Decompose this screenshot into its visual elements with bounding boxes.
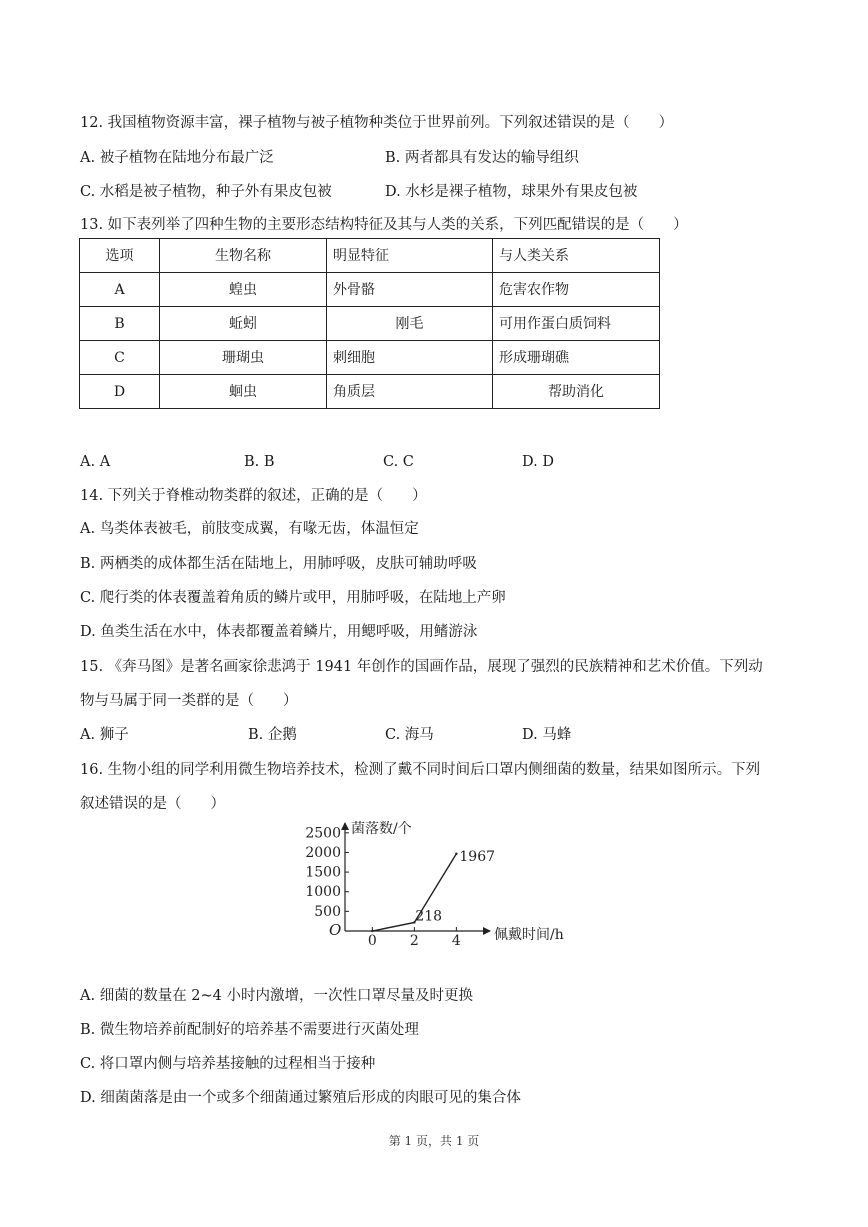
- table-cell: 危害农作物: [493, 273, 660, 307]
- data-point: [371, 930, 373, 932]
- x-tick-label: 4: [451, 933, 461, 949]
- table-cell: 形成珊瑚礁: [493, 341, 660, 375]
- q13-option-c: C. C: [383, 454, 414, 470]
- bacteria-chart: [290, 815, 590, 950]
- y-tick-label: 1000: [305, 884, 341, 901]
- q16-option-b: B. 微生物培养前配制好的培养基不需要进行灭菌处理: [80, 1022, 419, 1038]
- q14-option-b: B. 两栖类的成体都生活在陆地上，用肺呼吸，皮肤可辅助呼吸: [80, 556, 477, 572]
- q16-option-d: D. 细菌菌落是由一个或多个细菌通过繁殖后形成的肉眼可见的集合体: [80, 1090, 521, 1106]
- table-cell: B: [80, 307, 160, 341]
- table-header-cell: 选项: [80, 239, 160, 273]
- q13-table: [79, 238, 660, 409]
- table-row: [80, 341, 660, 375]
- table-row: [80, 273, 660, 307]
- series-line: [372, 854, 456, 931]
- q16-option-c: C. 将口罩内侧与培养基接触的过程相当于接种: [80, 1056, 376, 1072]
- q12-option-a: A. 被子植物在陆地分布最广泛: [80, 150, 274, 166]
- q16-stem-line1: 16. 生物小组的同学利用微生物培养技术，检测了戴不同时间后口罩内侧细菌的数量，结果如图所示。下列: [80, 762, 761, 778]
- table-cell: 珊瑚虫: [160, 341, 327, 375]
- table-cell: 外骨骼: [327, 273, 493, 307]
- table-header-cell: 与人类关系: [493, 239, 660, 273]
- q15-stem-line2: 物与马属于同一类群的是（ ）: [80, 693, 298, 709]
- table-header-row: [80, 239, 660, 273]
- table-cell: 蛔虫: [160, 375, 327, 409]
- y-tick-label: 2000: [305, 844, 341, 861]
- q13-stem: 13. 如下表列举了四种生物的主要形态结构特征及其与人类的关系，下列匹配错误的是（ ）: [80, 217, 688, 233]
- q15-option-c: C. 海马: [385, 727, 434, 743]
- q15-stem-line1: 15. 《奔马图》是著名画家徐悲鸿于 1941 年创作的国画作品，展现了强烈的民族精神和艺术价值。下列动: [80, 659, 763, 675]
- q13-option-d: D. D: [522, 454, 554, 470]
- y-tick-label: 1500: [305, 864, 341, 881]
- table-cell: 蚯蚓: [160, 307, 327, 341]
- y-tick-label: 2500: [305, 825, 341, 842]
- q14-stem: 14. 下列关于脊椎动物类群的叙述，正确的是（ ）: [80, 488, 427, 504]
- table-cell: 蝗虫: [160, 273, 327, 307]
- y-axis-label: 菌落数/个: [351, 821, 412, 837]
- table-cell: 帮助消化: [493, 375, 660, 409]
- x-tick-label: 0: [367, 933, 377, 949]
- table-cell: C: [80, 341, 160, 375]
- table-row: [80, 375, 660, 409]
- q14-option-a: A. 鸟类体表被毛，前肢变成翼，有喙无齿，体温恒定: [80, 521, 419, 537]
- table-header-cell: 明显特征: [327, 239, 493, 273]
- q16-stem-line2: 叙述错误的是（ ）: [80, 796, 225, 812]
- q13-option-b: B. B: [244, 454, 275, 470]
- q14-option-d: D. 鱼类生活在水中，体表都覆盖着鳞片，用鳃呼吸，用鳍游泳: [80, 624, 478, 640]
- q15-option-d: D. 马蜂: [522, 727, 572, 743]
- table-row: [80, 307, 660, 341]
- data-label: 218: [415, 908, 443, 925]
- origin-label: O: [329, 921, 342, 939]
- x-axis-label: 佩戴时间/h: [494, 927, 564, 943]
- table-cell: 角质层: [327, 375, 493, 409]
- q12-option-d: D. 水杉是裸子植物，球果外有果皮包被: [385, 184, 638, 200]
- table-header-cell: 生物名称: [160, 239, 327, 273]
- table-cell: A: [80, 273, 160, 307]
- table-cell: D: [80, 375, 160, 409]
- y-tick-label: 500: [314, 903, 341, 920]
- page-footer: 第 1 页，共 1 页: [388, 1134, 480, 1148]
- q12-option-c: C. 水稻是被子植物，种子外有果皮包被: [80, 184, 332, 200]
- q13-option-a: A. A: [80, 454, 111, 470]
- q16-option-a: A. 细菌的数量在 2~4 小时内激增，一次性口罩尽量及时更换: [80, 988, 474, 1004]
- q12-option-b: B. 两者都具有发达的输导组织: [385, 150, 579, 166]
- data-label: 1967: [459, 848, 496, 865]
- q15-option-b: B. 企鹅: [248, 727, 297, 743]
- q14-option-c: C. 爬行类的体表覆盖着角质的鳞片或甲，用肺呼吸，在陆地上产卵: [80, 590, 506, 606]
- q15-option-a: A. 狮子: [80, 727, 129, 743]
- x-tick-label: 2: [409, 933, 419, 949]
- data-point: [455, 853, 457, 855]
- table-cell: 可用作蛋白质饲料: [493, 307, 660, 341]
- q12-stem: 12. 我国植物资源丰富，裸子植物与被子植物种类位于世界前列。下列叙述错误的是（ ）: [80, 115, 674, 131]
- table-cell: 刚毛: [327, 307, 493, 341]
- table-cell: 刺细胞: [327, 341, 493, 375]
